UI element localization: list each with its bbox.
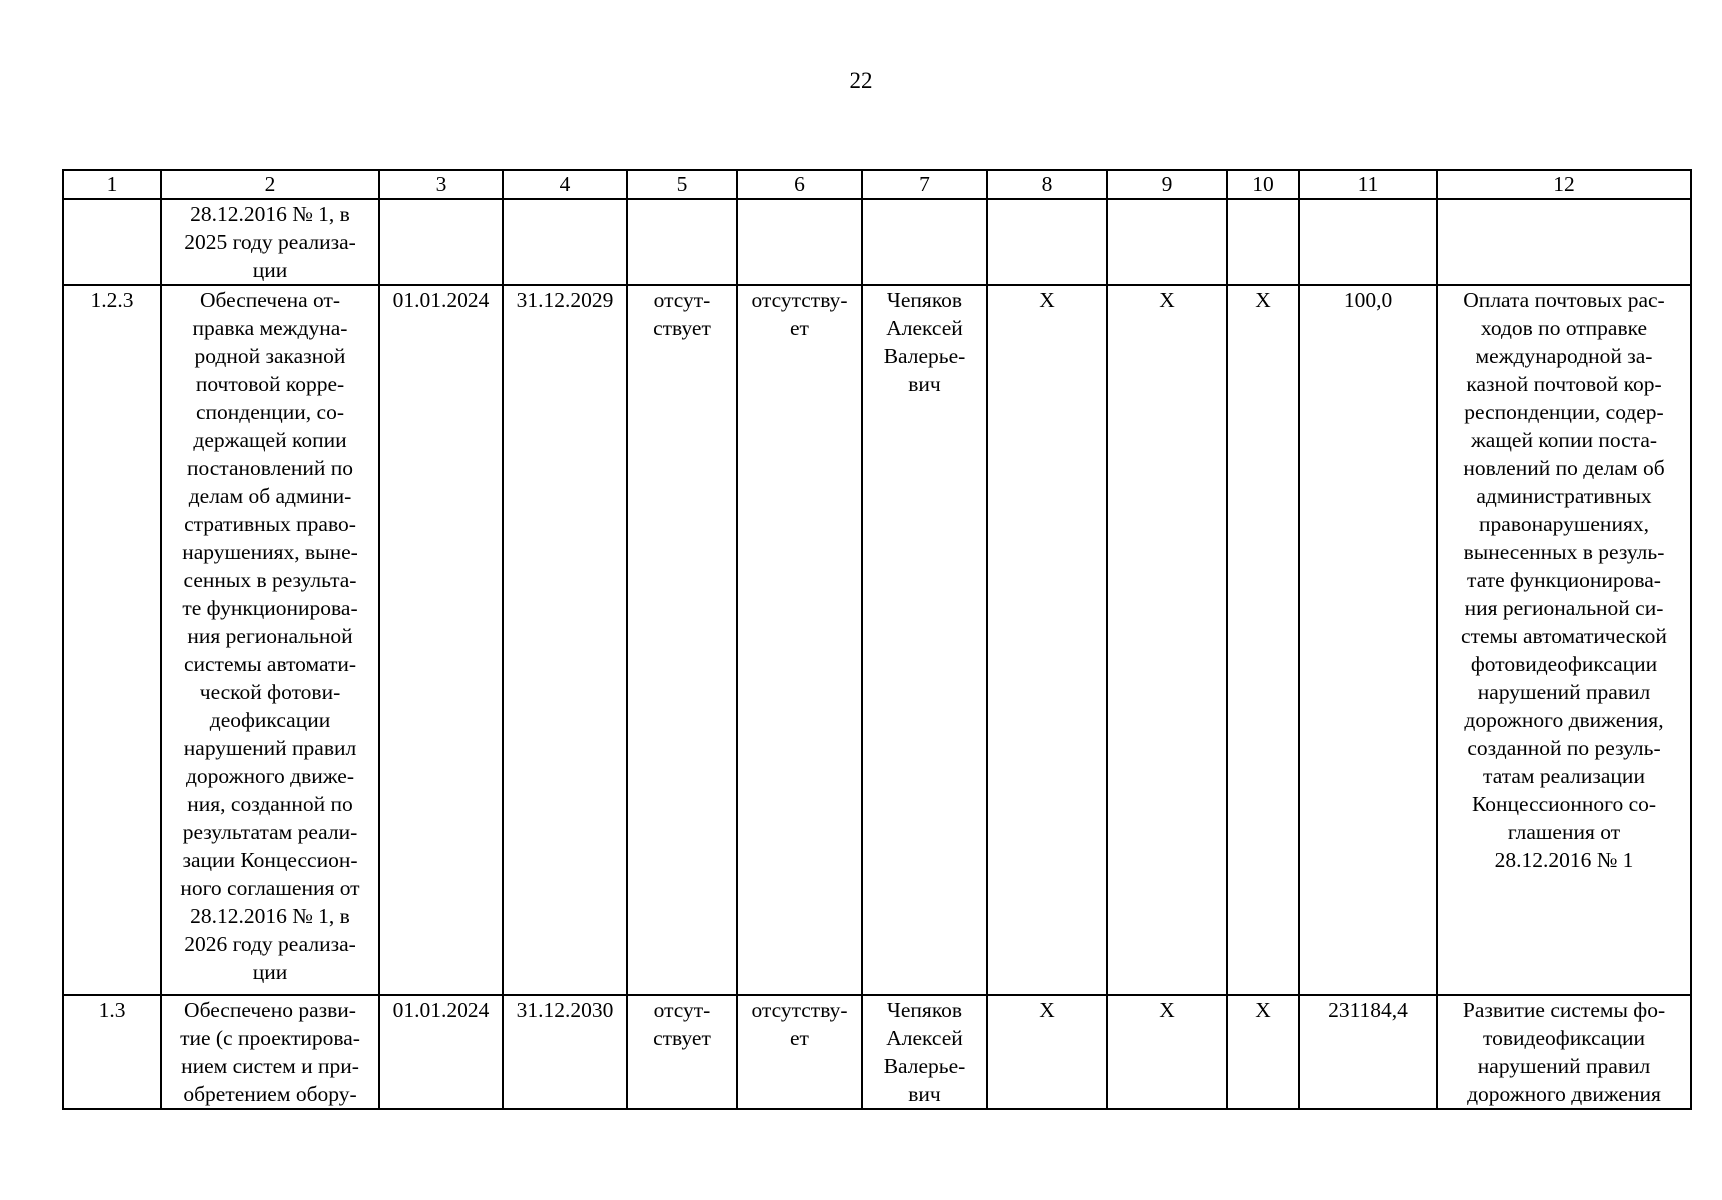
text-line: правонарушениях,: [1479, 512, 1649, 536]
cell-field-10: [1227, 199, 1299, 285]
cell-text: [1441, 996, 1687, 1108]
text-line: 2025 году реализа-: [184, 230, 356, 254]
text-line: X: [1255, 288, 1271, 312]
text-line: правка междуна-: [192, 316, 348, 340]
text-line: стративных право-: [184, 512, 356, 536]
text-line: стемы автоматической: [1461, 624, 1667, 648]
text-line: Алексей: [886, 316, 963, 340]
text-line: дорожного движения,: [1464, 708, 1664, 732]
text-line: тате функционирова-: [1467, 568, 1661, 592]
cell-text: [631, 996, 733, 1052]
text-line: фотовидеофиксации: [1470, 652, 1658, 676]
text-line: системы автомати-: [183, 652, 357, 676]
cell-text: [1231, 996, 1295, 1024]
text-line: жащей копии поста-: [1470, 428, 1658, 452]
column-header: 11: [1299, 170, 1437, 199]
text-line: Концессионного со-: [1471, 792, 1657, 816]
text-line: созданной по резуль-: [1467, 736, 1661, 760]
plan-table: [62, 169, 1692, 1110]
text-line: ходов по отправке: [1480, 316, 1648, 340]
text-line: вынесенных в резуль-: [1463, 540, 1665, 564]
cell-event-description: [1437, 995, 1691, 1109]
text-line: X: [1039, 288, 1055, 312]
cell-field-5: [627, 995, 737, 1109]
text-line: 28.12.2016 № 1, в: [190, 202, 350, 226]
text-line: ния региональной си-: [1464, 596, 1664, 620]
column-header: 10: [1227, 170, 1299, 199]
cell-text: [165, 996, 375, 1108]
cell-amount: [1299, 285, 1437, 995]
cell-text: [1111, 996, 1223, 1024]
text-line: постановлений по: [186, 456, 354, 480]
text-line: спонденции, со-: [195, 400, 344, 424]
text-line: ствует: [653, 1026, 711, 1050]
column-number-row: [63, 170, 1691, 199]
text-line: 28.12.2016 № 1: [1494, 848, 1634, 872]
cell-text: [67, 286, 157, 314]
text-line: административных: [1476, 484, 1652, 508]
cell-event-description: [1437, 285, 1691, 995]
cell-field-6: [737, 285, 862, 995]
text-line: татам реализации: [1483, 764, 1645, 788]
text-line: отсут-: [653, 288, 711, 312]
text-line: сенных в результа-: [183, 568, 357, 592]
cell-text: [631, 286, 733, 342]
column-header: 5: [627, 170, 737, 199]
column-header: 9: [1107, 170, 1227, 199]
text-line: казной почтовой кор-: [1466, 372, 1662, 396]
page-number: 22: [849, 68, 873, 93]
text-line: деофиксации: [209, 708, 331, 732]
column-header: 12: [1437, 170, 1691, 199]
cell-item-number: [63, 285, 161, 995]
cell-responsible-person: [862, 995, 987, 1109]
cell-text: [165, 200, 375, 284]
cell-result-description: [161, 285, 379, 995]
cell-amount: [1299, 995, 1437, 1109]
cell-text: [741, 286, 858, 342]
cell-field-10: [1227, 285, 1299, 995]
text-line: 2026 году реализа-: [184, 932, 356, 956]
column-header: 1: [63, 170, 161, 199]
text-line: ческой фотови-: [199, 680, 341, 704]
text-line: нарушений правил: [183, 736, 357, 760]
cell-text: [741, 996, 858, 1052]
cell-end-date: [503, 995, 627, 1109]
cell-field-9: [1107, 995, 1227, 1109]
text-line: 01.01.2024: [392, 288, 490, 312]
column-header: 7: [862, 170, 987, 199]
text-line: X: [1159, 998, 1175, 1022]
text-line: X: [1255, 998, 1271, 1022]
text-line: нарушений правил: [1477, 1054, 1651, 1078]
cell-result-description: [161, 995, 379, 1109]
text-line: 1.3: [98, 998, 126, 1022]
cell-text: [165, 286, 375, 986]
text-line: родной заказной: [194, 344, 346, 368]
cell-amount: [1299, 199, 1437, 285]
text-line: Валерье-: [883, 1054, 966, 1078]
text-line: зации Концессион-: [182, 848, 358, 872]
cell-text: [866, 996, 983, 1108]
text-line: X: [1039, 998, 1055, 1022]
cell-field-6: [737, 199, 862, 285]
cell-event-description: [1437, 199, 1691, 285]
cell-field-9: [1107, 199, 1227, 285]
cell-text: [1111, 286, 1223, 314]
cell-field-9: [1107, 285, 1227, 995]
text-line: X: [1159, 288, 1175, 312]
text-line: 28.12.2016 № 1, в: [190, 904, 350, 928]
cell-end-date: [503, 285, 627, 995]
text-line: Чепяков: [886, 288, 963, 312]
cell-start-date: [379, 995, 503, 1109]
text-line: Валерье-: [883, 344, 966, 368]
text-line: Обеспечено разви-: [184, 998, 356, 1022]
cell-field-8: [987, 199, 1107, 285]
cell-field-6: [737, 995, 862, 1109]
text-line: Оплата почтовых рас-: [1463, 288, 1665, 312]
text-line: ет: [790, 316, 809, 340]
text-line: ного соглашения от: [180, 876, 360, 900]
text-line: Чепяков: [886, 998, 963, 1022]
cell-text: [507, 286, 623, 314]
text-line: глашения от: [1507, 820, 1621, 844]
cell-responsible-person: [862, 199, 987, 285]
cell-field-8: [987, 285, 1107, 995]
text-line: ния региональной: [187, 624, 353, 648]
text-line: 1.2.3: [90, 288, 134, 312]
table-row: [63, 995, 1691, 1109]
cell-text: [67, 996, 157, 1024]
cell-text: [383, 996, 499, 1024]
text-line: отсутству-: [751, 288, 848, 312]
table-row: [63, 199, 1691, 285]
text-line: отсут-: [653, 998, 711, 1022]
text-line: обретением обору-: [183, 1082, 357, 1106]
text-line: почтовой корре-: [195, 372, 345, 396]
cell-result-description: [161, 199, 379, 285]
text-line: нарушениях, выне-: [182, 540, 358, 564]
table-row: [63, 285, 1691, 995]
column-header: 4: [503, 170, 627, 199]
cell-text: [1441, 286, 1687, 874]
text-line: ции: [252, 258, 288, 282]
cell-responsible-person: [862, 285, 987, 995]
text-line: респонденции, содер-: [1464, 400, 1664, 424]
text-line: отсутству-: [751, 998, 848, 1022]
cell-start-date: [379, 285, 503, 995]
text-line: Обеспечена от-: [199, 288, 341, 312]
text-line: 01.01.2024: [392, 998, 490, 1022]
text-line: нием систем и при-: [181, 1054, 359, 1078]
cell-field-5: [627, 199, 737, 285]
text-line: ствует: [653, 316, 711, 340]
text-line: делам об админи-: [188, 484, 352, 508]
cell-field-10: [1227, 995, 1299, 1109]
cell-field-5: [627, 285, 737, 995]
text-line: тие (с проектирова-: [180, 1026, 360, 1050]
column-header: 8: [987, 170, 1107, 199]
cell-end-date: [503, 199, 627, 285]
text-line: ет: [790, 1026, 809, 1050]
cell-text: [991, 286, 1103, 314]
column-header: 6: [737, 170, 862, 199]
cell-text: [1231, 286, 1295, 314]
cell-start-date: [379, 199, 503, 285]
cell-item-number: [63, 199, 161, 285]
text-line: результатам реали-: [182, 820, 358, 844]
text-line: 100,0: [1343, 288, 1393, 312]
text-line: Развитие системы фо-: [1462, 998, 1666, 1022]
text-line: 31.12.2030: [516, 998, 614, 1022]
text-line: дорожного движения: [1467, 1082, 1661, 1106]
text-line: держащей копии: [193, 428, 347, 452]
text-line: вич: [908, 372, 941, 396]
text-line: международной за-: [1475, 344, 1653, 368]
text-line: ния, созданной по: [187, 792, 353, 816]
text-line: товидеофиксации: [1483, 1026, 1645, 1050]
cell-text: [866, 286, 983, 398]
cell-text: [1303, 286, 1433, 314]
cell-text: [507, 996, 623, 1024]
cell-text: [1303, 996, 1433, 1024]
text-line: вич: [908, 1082, 941, 1106]
text-line: Алексей: [886, 1026, 963, 1050]
column-header: 2: [161, 170, 379, 199]
text-line: нарушений правил: [1477, 680, 1651, 704]
text-line: дорожного движе-: [185, 764, 355, 788]
column-header: 3: [379, 170, 503, 199]
text-line: 31.12.2029: [516, 288, 614, 312]
text-line: 231184,4: [1328, 998, 1408, 1022]
cell-item-number: [63, 995, 161, 1109]
cell-text: [991, 996, 1103, 1024]
cell-field-8: [987, 995, 1107, 1109]
cell-text: [383, 286, 499, 314]
text-line: ции: [252, 960, 288, 984]
text-line: те функционирова-: [182, 596, 358, 620]
text-line: новлений по делам об: [1463, 456, 1665, 480]
